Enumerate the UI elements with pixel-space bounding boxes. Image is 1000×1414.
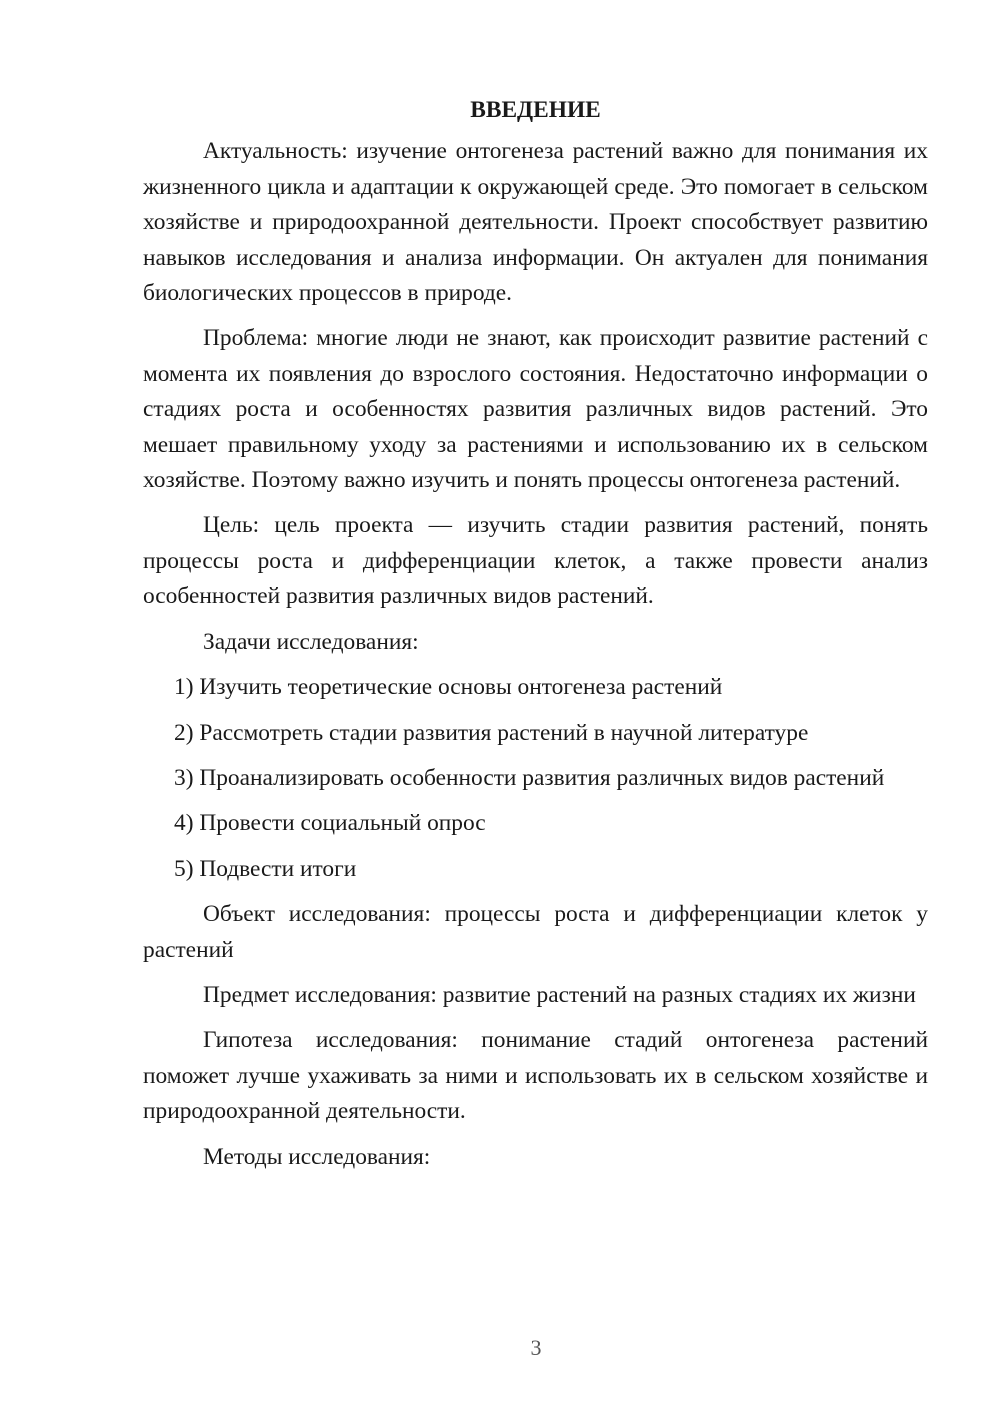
task-item-5: 5) Подвести итоги [174, 855, 357, 882]
paragraph-hypothesis: Гипотеза исследования: понимание стадий онтогенеза растений поможет лучше ухаживать за ними и использовать их в сельском хозяйстве и природоохранной деятельности. [143, 1027, 928, 1125]
paragraph-subject: Предмет исследования: развитие растений на разных стадиях их жизни [203, 981, 916, 1008]
paragraph-goal: Цель: цель проекта — изучить стадии развития растений, понять процессы роста и дифференциации клеток, а также провести анализ особенностей развития различных видов растений. [143, 512, 928, 610]
paragraph-relevance: Актуальность: изучение онтогенеза растений важно для понимания их жизненного цикла и адаптации к окружающей среде. Это помогает в сельском хозяйстве и природоохранной деятельности. Проект способствует развитию навыков исследования и анализа информации. Он актуален для понимания биологических процессов в природе. [143, 138, 928, 307]
task-item-4: 4) Провести социальный опрос [174, 810, 486, 837]
section-heading: ВВЕДЕНИЕ [470, 97, 601, 123]
task-item-3: 3) Проанализировать особенности развития различных видов растений [174, 764, 885, 791]
page-content [143, 93, 928, 1185]
paragraph-object: Объект исследования: процессы роста и дифференциации клеток у растений [143, 901, 928, 963]
paragraph-problem: Проблема: многие люди не знают, как происходит развитие растений с момента их появления до взрослого состояния. Недостаточно информации о стадиях роста и особенностях развития различных видов растений. Это мешает правильному уходу за растениями и использованию их в сельском хозяйстве. Поэтому важно изучить и понять процессы онтогенеза растений. [143, 325, 928, 494]
tasks-title: Задачи исследования: [203, 628, 419, 655]
page-number: 3 [530, 1335, 542, 1360]
methods-title: Методы исследования: [203, 1143, 431, 1170]
task-item-1: 1) Изучить теоретические основы онтогенеза растений [174, 674, 723, 701]
task-item-2: 2) Рассмотреть стадии развития растений в научной литературе [174, 719, 809, 746]
